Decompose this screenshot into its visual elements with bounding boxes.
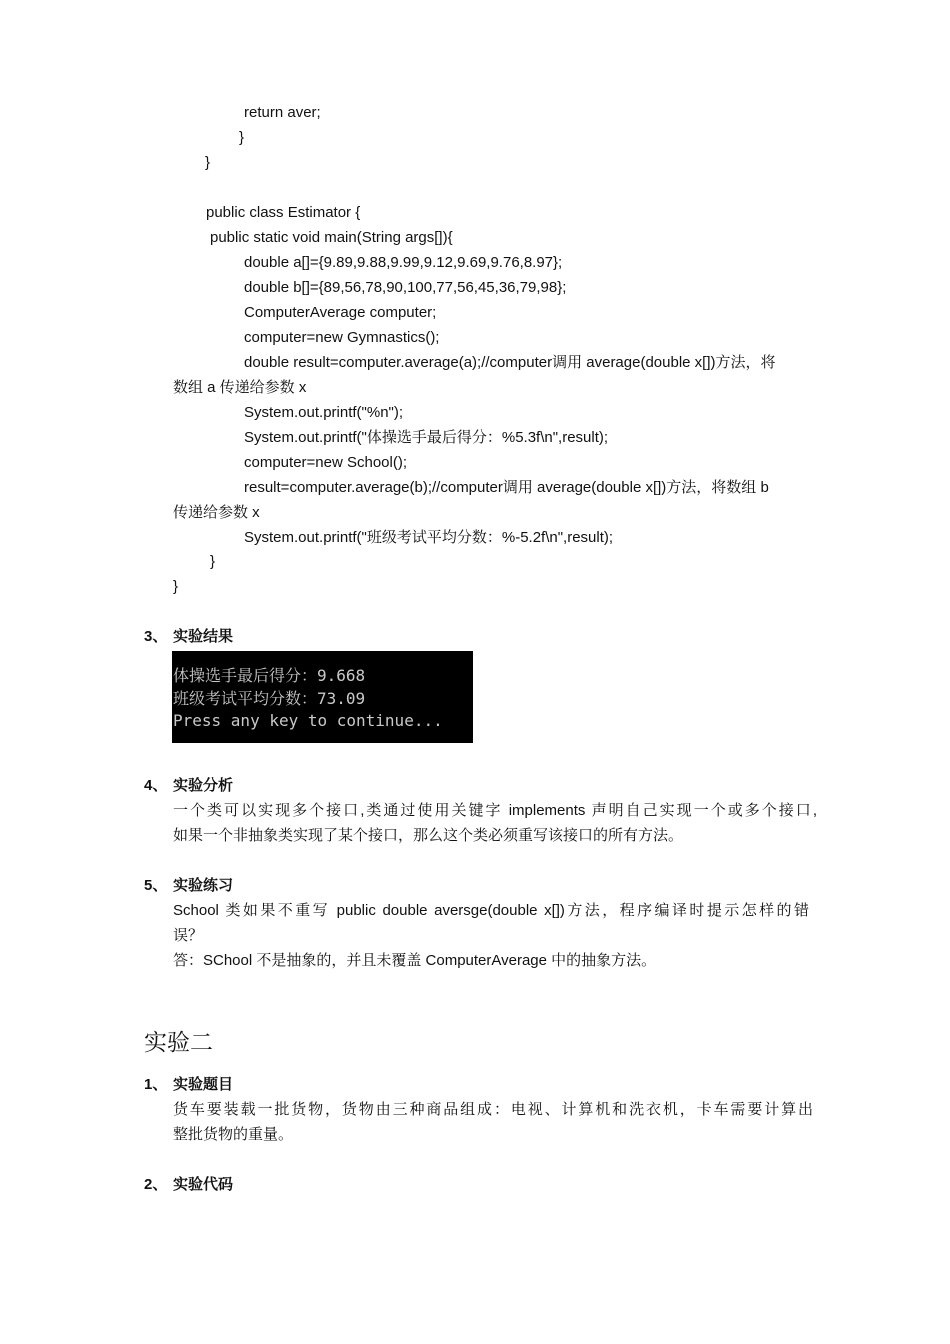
console-line: 体操选手最后得分：9.668 [173, 666, 366, 685]
code-line: double result=computer.average(a);//computer调用 average(double x[])方法，将 [244, 354, 776, 371]
analysis-text-line: 如果一个非抽象类实现了某个接口，那么这个类必须重写该接口的所有方法。 [173, 827, 684, 844]
code-line: System.out.printf("体操选手最后得分：%5.3f\n",result); [244, 429, 609, 446]
practice-question-line: 误？ [173, 927, 204, 944]
code-line: public static void main(String args[]){ [210, 229, 453, 246]
section-number: 3、 [144, 628, 168, 645]
section-number: 5、 [144, 877, 168, 894]
section-title-code: 实验代码 [173, 1176, 234, 1193]
analysis-text-line: 一个类可以实现多个接口,类通过使用关键字 implements 声明自己实现一个或多个接口, [173, 802, 817, 819]
section-title-analysis: 实验分析 [173, 777, 234, 794]
code-line: System.out.printf("班级考试平均分数：%-5.2f\n",result); [244, 529, 614, 546]
section-number: 1、 [144, 1076, 168, 1093]
code-line: return aver; [244, 104, 321, 121]
code-line: System.out.printf("%n"); [244, 404, 404, 421]
section-title-practice: 实验练习 [173, 877, 234, 894]
code-line: double a[]={9.89,9.88,9.99,9.12,9.69,9.76,8.97}; [244, 254, 563, 271]
console-line: Press any key to continue... [173, 711, 443, 730]
code-line: } [239, 129, 245, 146]
code-line: computer=new School(); [244, 454, 407, 471]
code-line: } [210, 553, 216, 570]
code-line: 传递给参数 x [173, 504, 260, 521]
code-line: result=computer.average(b);//computer调用 average(double x[])方法，将数组 b [244, 479, 769, 496]
console-line: 班级考试平均分数：73.09 [173, 688, 366, 708]
console-output-screenshot [172, 651, 473, 743]
section-title-result: 实验结果 [173, 628, 234, 645]
code-line: } [173, 578, 179, 595]
experiment-heading: 实验二 [144, 1029, 213, 1055]
practice-answer-line: 答：SChool 不是抽象的，并且未覆盖 ComputerAverage 中的抽象方法。 [173, 952, 657, 969]
code-line: computer=new Gymnastics(); [244, 329, 440, 346]
section-number: 2、 [144, 1176, 168, 1193]
code-line: 数组 a 传递给参数 x [173, 379, 307, 396]
section-number: 4、 [144, 777, 168, 794]
topic-text-line: 整批货物的重量。 [173, 1126, 294, 1143]
topic-text-line: 货车要装载一批货物，货物由三种商品组成：电视、计算机和洗衣机，卡车需要计算出 [173, 1101, 813, 1118]
practice-question-line: School 类如果不重写 public double aversge(double x[])方法，程序编译时提示怎样的错 [173, 902, 809, 919]
code-line: } [205, 154, 211, 171]
section-title-topic: 实验题目 [173, 1076, 234, 1093]
code-line: public class Estimator { [206, 204, 361, 221]
code-line: double b[]={89,56,78,90,100,77,56,45,36,79,98}; [244, 279, 567, 296]
code-line: ComputerAverage computer; [244, 304, 437, 321]
